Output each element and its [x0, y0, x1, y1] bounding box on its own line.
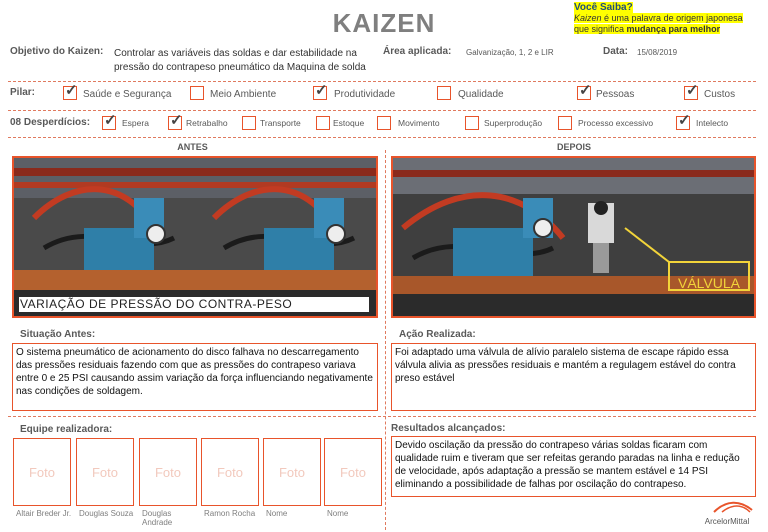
- divider: [8, 416, 756, 417]
- desperdicios-checkbox-4[interactable]: [377, 116, 391, 130]
- pilar-checkbox-3[interactable]: [437, 86, 451, 100]
- voce-saiba-kaizen: Kaizen: [574, 13, 602, 23]
- page-title: KAIZEN: [332, 8, 436, 38]
- check-mark-icon: ✓: [579, 82, 592, 99]
- depois-machine-image: [393, 158, 754, 316]
- antes-heading: ANTES: [177, 142, 208, 152]
- member-photo-placeholder: Foto: [139, 438, 197, 506]
- objetivo-line1: Controlar as variáveis das soldas e dar estabilidade na: [114, 48, 357, 59]
- member-photo-placeholder: Foto: [76, 438, 134, 506]
- check-mark-icon: ✓: [65, 82, 78, 99]
- member-name: Ramon Rocha: [204, 509, 256, 518]
- member-name: Douglas Souza: [79, 509, 134, 518]
- area-value: Galvanização, 1, 2 e LIR: [466, 48, 554, 57]
- pilar-checkbox-1[interactable]: [190, 86, 204, 100]
- member-name: Nome: [327, 509, 349, 518]
- voce-saiba-line2: que significa: [574, 24, 627, 34]
- voce-saiba-meaning: mudança para melhor: [626, 24, 721, 34]
- logo-text: ArcelorMittal: [704, 517, 750, 526]
- objetivo-text: [114, 47, 384, 75]
- pilar-checkbox-0[interactable]: [63, 82, 78, 100]
- check-mark-icon: ✓: [170, 112, 183, 129]
- desperdicios-label: 08 Desperdícios:: [10, 117, 91, 128]
- vertical-divider: [385, 150, 386, 530]
- desperdicios-checkbox-5[interactable]: [465, 116, 479, 130]
- member-photo-placeholder: Foto: [13, 438, 71, 506]
- acao-realizada-label: Ação Realizada:: [399, 329, 476, 340]
- pilar-checkbox-5[interactable]: [684, 82, 699, 100]
- member-photo-placeholder: Foto: [263, 438, 321, 506]
- pilar-option-label: Pessoas: [596, 89, 635, 100]
- data-label: Data:: [603, 46, 629, 57]
- voce-saiba-line1: é uma palavra de origem japonesa: [601, 13, 743, 23]
- desperdicios-checkbox-1[interactable]: [168, 112, 183, 130]
- situacao-antes-text: O sistema pneumático de acionamento do disco falhava no descarregamento das pressões residuais fazendo com que as pressões do contrapeso variava entre 0 e 25 PSI causando assim variação da força influenciando negativamente nas condições de soldagem.: [12, 343, 378, 411]
- voce-saiba-heading: Você Saiba?: [574, 2, 633, 13]
- resultados-text: Devido oscilação da pressão do contrapeso várias soldas ficaram com qualidade ruim e tiveram que ser refeitas gerando paradas na linha e redução de velocidade, após adaptação a pressão se mantem estável e 14 PSI eliminando a possibilidade de falhas por oscilação do contrapeso.: [391, 436, 756, 497]
- equipe-label: Equipe realizadora:: [20, 424, 113, 435]
- desperdicios-option-label: Transporte: [260, 118, 301, 128]
- arcelormittal-logo: [694, 500, 760, 526]
- desperdicios-checkbox-7[interactable]: [676, 112, 691, 130]
- desperdicios-option-label: Espera: [122, 118, 149, 128]
- pilar-option-label: Produtividade: [334, 89, 396, 100]
- member-name: Altair Breder Jr.: [16, 509, 72, 518]
- data-value: 15/08/2019: [637, 48, 678, 57]
- resultados-label: Resultados alcançados:: [391, 423, 506, 434]
- divider: [8, 137, 756, 138]
- pilar-option-label: Custos: [704, 89, 736, 100]
- member-photo-placeholder: Foto: [201, 438, 259, 506]
- desperdicios-checkbox-0[interactable]: [102, 112, 117, 130]
- situacao-antes-label: Situação Antes:: [20, 329, 96, 340]
- desperdicios-checkbox-3[interactable]: [316, 116, 330, 130]
- pilar-label: Pilar:: [10, 87, 36, 98]
- divider: [8, 81, 756, 82]
- pilar-checkbox-4[interactable]: [577, 82, 592, 100]
- logo-swoosh-icon: [694, 500, 760, 514]
- desperdicios-option-label: Movimento: [398, 118, 440, 128]
- check-mark-icon: ✓: [315, 82, 328, 99]
- pilar-checkbox-2[interactable]: [313, 82, 328, 100]
- desperdicios-option-label: Intelecto: [696, 118, 729, 128]
- pilar-option-label: Qualidade: [458, 89, 504, 100]
- antes-photo: [12, 156, 378, 318]
- desperdicios-checkbox-2[interactable]: [242, 116, 256, 130]
- desperdicios-checkbox-6[interactable]: [558, 116, 572, 130]
- objetivo-label: Objetivo do Kaizen:: [10, 46, 104, 57]
- desperdicios-option-label: Processo excessivo: [578, 118, 654, 128]
- antes-machine-image: [14, 158, 376, 316]
- pilar-option-label: Meio Ambiente: [210, 89, 277, 100]
- member-photo-placeholder: Foto: [324, 438, 382, 506]
- desperdicios-option-label: Retrabalho: [186, 118, 228, 128]
- member-name: Nome: [266, 509, 288, 518]
- desperdicios-option-label: Superprodução: [484, 118, 543, 128]
- antes-caption: VARIAÇÃO DE PRESSÃO DO CONTRA-PESO: [20, 297, 293, 311]
- area-label: Área aplicada:: [383, 46, 452, 57]
- voce-saiba-note: [574, 2, 764, 35]
- pilar-option-label: Saúde e Segurança: [83, 89, 172, 100]
- depois-heading: DEPOIS: [556, 142, 591, 152]
- valvula-callout: VÁLVULA: [678, 275, 740, 291]
- check-mark-icon: ✓: [104, 112, 117, 129]
- depois-photo: [391, 156, 756, 318]
- desperdicios-option-label: Estoque: [333, 118, 365, 128]
- objetivo-line2: pressão do contrapeso pneumático da Maquina de solda: [114, 62, 366, 73]
- check-mark-icon: ✓: [686, 82, 699, 99]
- check-mark-icon: ✓: [678, 112, 691, 129]
- divider: [8, 110, 756, 111]
- acao-realizada-text: Foi adaptado uma válvula de alívio paralelo sistema de escape rápido essa válvula alivia as pressões residuais e mantém a regulagem estável do contra preso estável: [391, 343, 756, 411]
- member-name: Douglas Andrade: [142, 509, 173, 527]
